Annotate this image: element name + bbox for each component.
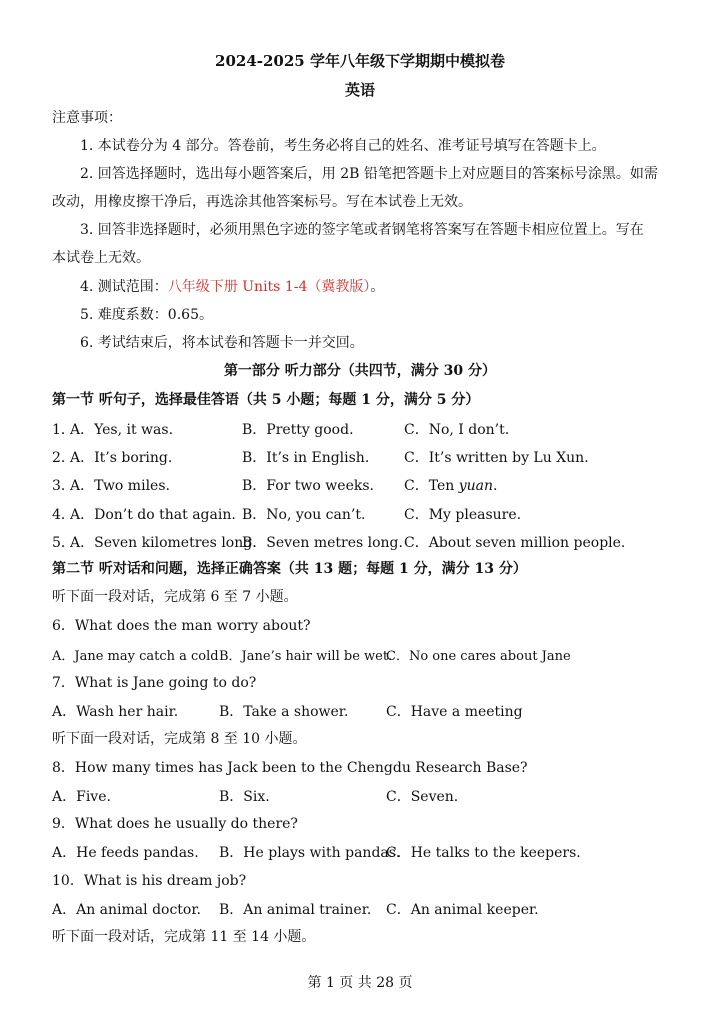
dialogue-intro: 听下面一段对话，完成第 6 至 7 小题。 [52, 589, 298, 605]
option-a: A．Two miles. [70, 478, 170, 494]
notice-item-1: 1. 本试卷分为 4 部分。答卷前，考生务必将自己的姓名、准考证号填写在答题卡上。 [80, 138, 606, 154]
option-c-text: C．Ten [404, 478, 459, 494]
option-c: C．An animal keeper. [386, 902, 539, 918]
notice-heading: 注意事项： [52, 110, 122, 126]
option-c: C．Seven. [386, 789, 459, 805]
option-c: C．About seven million people. [404, 535, 626, 551]
option-b: B．An animal trainer. [219, 902, 372, 918]
question-row [52, 532, 692, 552]
notice-item-4-suffix: 。 [370, 279, 385, 295]
question-number: 5． [52, 535, 75, 551]
page-footer: 第 1 页 共 28 页 [307, 975, 413, 991]
question-row [52, 447, 692, 467]
option-a: A．It’s boring. [70, 450, 173, 466]
option-b: B．For two weeks. [242, 478, 374, 494]
option-b: B．Jane’s hair will be wet. [219, 649, 393, 664]
option-b: B．He plays with pandas. [219, 845, 401, 861]
dialogue-intro: 听下面一段对话，完成第 8 至 10 小题。 [52, 731, 307, 747]
question-6: 6．What does the man worry about? [52, 618, 311, 634]
option-b: B．Take a shower. [219, 704, 349, 720]
question-row [52, 504, 692, 524]
option-a: A．Wash her hair. [52, 704, 179, 720]
question-row [52, 475, 692, 495]
section1-title: 第一节 听句子，选择最佳答语（共 5 小题；每题 1 分，满分 5 分） [52, 392, 480, 408]
notice-item-4 [80, 277, 384, 297]
notice-item-6: 6. 考试结束后，将本试卷和答题卡一并交回。 [80, 335, 364, 351]
option-a: A．An animal doctor. [52, 902, 201, 918]
option-a: A．Five. [52, 789, 111, 805]
option-c: C．Have a meeting [386, 704, 523, 720]
exam-title: 2024-2025 学年八年级下学期期中模拟卷 [215, 52, 505, 70]
option-c: C．It’s written by Lu Xun. [404, 450, 589, 466]
option-c-end: . [493, 478, 498, 494]
option-c [404, 475, 497, 495]
option-a: A．He feeds pandas. [52, 845, 199, 861]
options-row [52, 842, 692, 862]
question-9: 9．What does he usually do there? [52, 816, 298, 832]
notice-item-2: 2. 回答选择题时，选出每小题答案后，用 2B 铅笔把答题卡上对应题目的答案标号涂黑。如需 [80, 166, 658, 182]
notice-item-2-cont: 改动，用橡皮擦干净后，再选涂其他答案标号。写在本试卷上无效。 [52, 194, 472, 210]
option-a: A．Don’t do that again. [70, 507, 236, 523]
option-c: C．My pleasure. [404, 507, 522, 523]
option-c-italic: yuan [458, 478, 494, 494]
option-b: B．It’s in English. [242, 450, 370, 466]
option-b: B．Pretty good. [242, 422, 354, 438]
question-10: 10．What is his dream job? [52, 873, 247, 889]
options-row [52, 899, 692, 919]
options-row [52, 645, 692, 665]
notice-item-4-prefix: 4. 测试范围： [80, 279, 168, 295]
option-c: C．He talks to the keepers. [386, 845, 581, 861]
notice-item-3-cont: 本试卷上无效。 [52, 250, 150, 266]
option-a: A．Yes, it was. [70, 422, 174, 438]
section2-title: 第二节 听对话和问题，选择正确答案（共 13 题；每题 1 分，满分 13 分） [52, 561, 527, 577]
option-b: B．Six. [219, 789, 270, 805]
options-row [52, 786, 692, 806]
question-row [52, 419, 692, 439]
question-number: 2． [52, 450, 75, 466]
option-c: C．No one cares about Jane [386, 649, 571, 664]
question-8: 8．How many times has Jack been to the Chengdu Research Base? [52, 760, 528, 776]
question-7: 7．What is Jane going to do? [52, 675, 257, 691]
part1-title: 第一部分 听力部分（共四节，满分 30 分） [223, 363, 497, 379]
question-number: 4． [52, 507, 75, 523]
option-a: A．Seven kilometres long. [70, 535, 257, 551]
option-b: B．No, you can’t. [242, 507, 366, 523]
option-c: C．No, I don’t. [404, 422, 510, 438]
option-a: A．Jane may catch a cold [52, 649, 219, 664]
options-row [52, 701, 692, 721]
question-number: 1． [52, 422, 75, 438]
question-number: 3． [52, 478, 75, 494]
test-scope: 八年级下册 Units 1-4（冀教版） [167, 279, 371, 295]
notice-item-3: 3. 回答非选择题时，必须用黑色字迹的签字笔或者钢笔将答案写在答题卡相应位置上。写在 [80, 222, 644, 238]
notice-item-5: 5. 难度系数：0.65。 [80, 307, 213, 323]
option-b: B．Seven metres long. [242, 535, 403, 551]
exam-subject: 英语 [344, 81, 375, 99]
dialogue-intro: 听下面一段对话，完成第 11 至 14 小题。 [52, 929, 316, 945]
